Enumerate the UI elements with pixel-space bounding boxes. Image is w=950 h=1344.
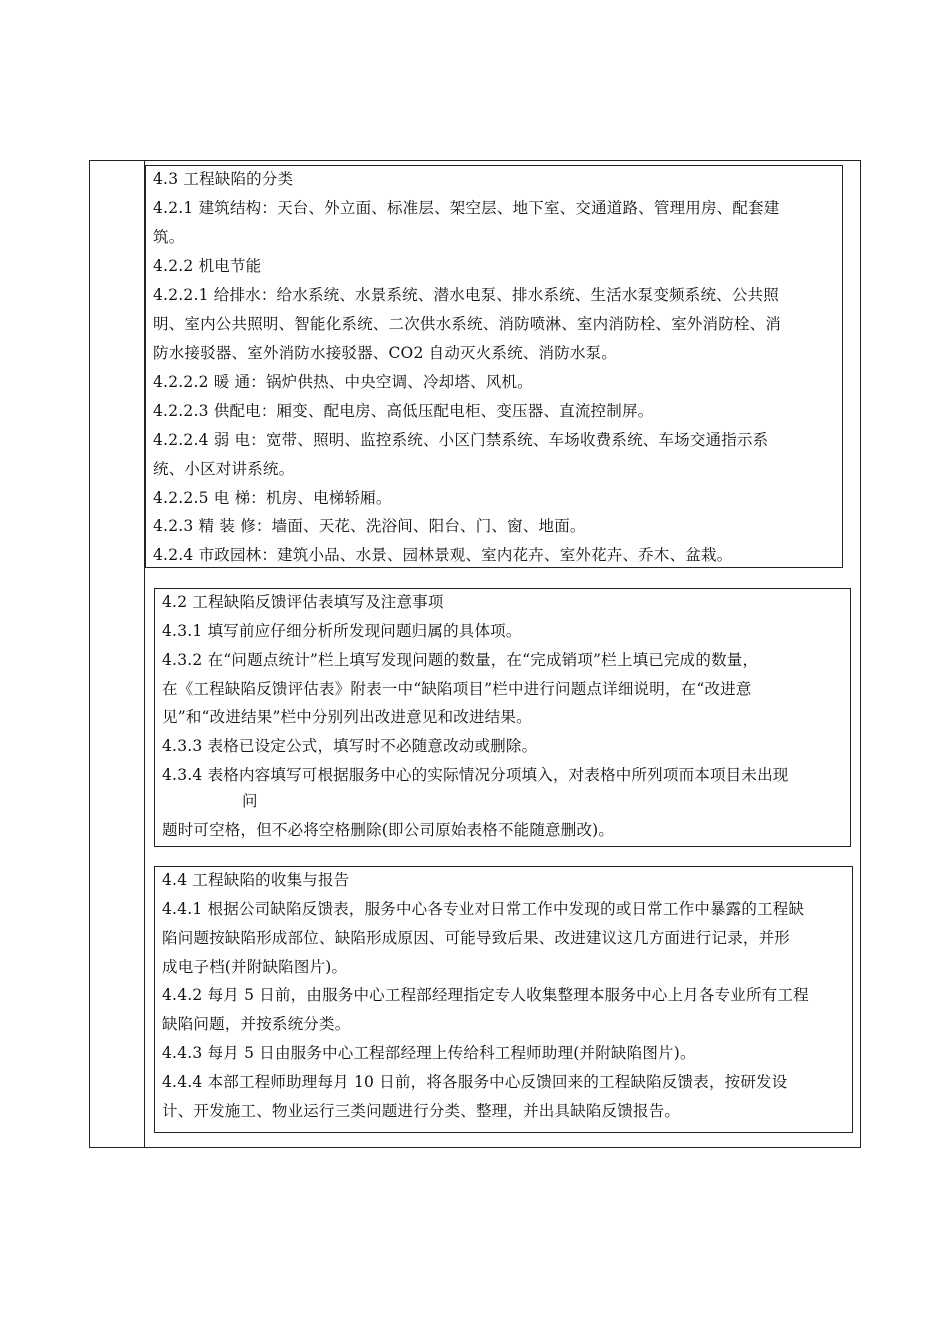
text-line: 计、开发施工、物业运行三类问题进行分类、整理，并出具缺陷反馈报告。 (162, 1102, 681, 1120)
text-line: 在《工程缺陷反馈评估表》附表一中“缺陷项目”栏中进行问题点详细说明，在“改进意 (162, 680, 752, 698)
text-line: 4.3.2 在“问题点统计”栏上填写发现问题的数量，在“完成销项”栏上填已完成的数量， (162, 651, 759, 669)
text-line: 4.4.2 每月 5 日前，由服务中心工程部经理指定专人收集整理本服务中心上月各专业所有工程 (162, 986, 809, 1004)
text-line: 成电子档(并附缺陷图片)。 (162, 958, 348, 976)
text-line: 4.4.4 本部工程师助理每月 10 日前，将各服务中心反馈回来的工程缺陷反馈表，按研发设 (162, 1073, 788, 1091)
section-heading: 4.3 工程缺陷的分类 (153, 170, 294, 188)
text-line: 4.4.1 根据公司缺陷反馈表，服务中心各专业对日常工作中发现的或日常工作中暴露的工程缺 (162, 900, 805, 918)
section-4-4-box (154, 866, 853, 1133)
text-line: 统、小区对讲系统。 (153, 460, 295, 478)
section-heading: 4.2 工程缺陷反馈评估表填写及注意事项 (162, 593, 444, 611)
text-line: 问 (242, 792, 258, 810)
text-line: 陷问题按缺陷形成部位、缺陷形成原因、可能导致后果、改进建议这几方面进行记录，并形 (162, 929, 791, 947)
text-line: 明、室内公共照明、智能化系统、二次供水系统、消防喷淋、室内消防栓、室外消防栓、消 (153, 315, 782, 333)
text-line: 4.2.4 市政园林：建筑小品、水景、园林景观、室内花卉、室外花卉、乔木、盆栽。 (153, 546, 733, 564)
text-line: 见”和“改进结果”栏中分别列出改进意见和改进结果。 (162, 708, 532, 726)
text-line: 4.2.2.1 给排水：给水系统、水景系统、潜水电泵、排水系统、生活水泵变频系统、公共照 (153, 286, 779, 304)
section-4-3-box (145, 165, 843, 568)
text-line: 4.3.3 表格已设定公式，填写时不必随意改动或删除。 (162, 737, 538, 755)
text-line: 4.2.2.5 电 梯：机房、电梯轿厢。 (153, 489, 392, 507)
text-line: 4.3.4 表格内容填写可根据服务中心的实际情况分项填入，对表格中所列项而本项目未出现 (162, 766, 789, 784)
text-line: 4.2.3 精 装 修：墙面、天花、洗浴间、阳台、门、窗、地面。 (153, 517, 586, 535)
text-line: 4.2.2.4 弱 电：宽带、照明、监控系统、小区门禁系统、车场收费系统、车场交通指示系 (153, 431, 769, 449)
text-line: 4.2.1 建筑结构：天台、外立面、标准层、架空层、地下室、交通道路、管理用房、配套建 (153, 199, 780, 217)
text-line: 4.2.2.2 暖 通：锅炉供热、中央空调、冷却塔、风机。 (153, 373, 533, 391)
text-line: 题时可空格，但不必将空格删除(即公司原始表格不能随意删改)。 (162, 821, 615, 839)
text-line: 4.2.2 机电节能 (153, 257, 262, 275)
text-line: 防水接驳器、室外消防水接驳器、CO2 自动灭火系统、消防水泵。 (153, 344, 618, 362)
text-line: 4.4.3 每月 5 日由服务中心工程部经理上传给科工程师助理(并附缺陷图片)。 (162, 1044, 696, 1062)
text-line: 缺陷问题，并按系统分类。 (162, 1015, 351, 1033)
section-heading: 4.4 工程缺陷的收集与报告 (162, 871, 350, 889)
text-line: 4.2.2.3 供配电：厢变、配电房、高低压配电柜、变压器、直流控制屏。 (153, 402, 654, 420)
text-line: 4.3.1 填写前应仔细分析所发现问题归属的具体项。 (162, 622, 522, 640)
section-4-2-box (154, 588, 851, 847)
text-line: 筑。 (153, 228, 185, 246)
